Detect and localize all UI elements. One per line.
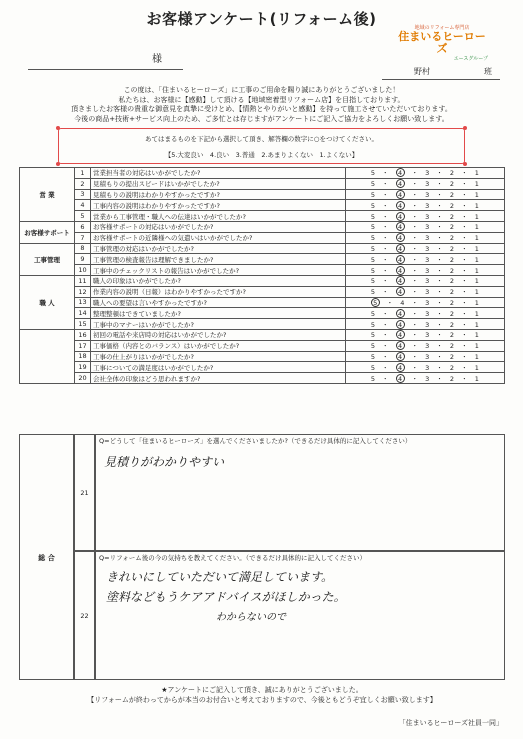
question-number: 9 (75, 254, 91, 265)
footer-signature: 「住まいるヒーローズ社員一同」 (398, 719, 503, 727)
question-text: 工事の仕上がりはいかがでしたか? (91, 351, 346, 362)
question-row (20, 189, 505, 200)
separator: ・ (375, 244, 396, 253)
question-number: 8 (75, 243, 91, 254)
separator: ・ (429, 320, 450, 329)
rating-options (346, 254, 505, 265)
rating-option-3[interactable]: 3 (425, 363, 430, 372)
separator: ・ (454, 255, 475, 264)
separator: ・ (404, 331, 426, 340)
corner-dot (56, 126, 60, 130)
separator: ・ (454, 244, 475, 253)
separator: ・ (375, 234, 396, 243)
rating-options (346, 243, 505, 254)
rating-option-3[interactable]: 3 (425, 320, 430, 329)
rating-option-2[interactable]: 2 (449, 234, 455, 243)
rating-options (346, 286, 505, 297)
separator: ・ (375, 331, 396, 340)
rating-option-4[interactable]: 4 (396, 201, 405, 210)
separator: ・ (404, 169, 426, 178)
rating-option-3[interactable]: 3 (425, 342, 430, 351)
corner-dot (56, 162, 60, 166)
question-text: 整理整頓はできていましたか? (91, 308, 346, 319)
separator: ・ (454, 374, 475, 383)
rating-options (346, 211, 505, 222)
rating-option-1[interactable]: 1 (474, 180, 480, 189)
question-row (20, 168, 505, 179)
separator: ・ (429, 234, 450, 243)
rating-options (346, 308, 505, 319)
question-text: 工事価格（内容とのバランス）はいかがでしたか? (91, 340, 346, 351)
separator: ・ (375, 342, 396, 351)
rating-option-2[interactable]: 2 (449, 309, 455, 318)
question-row (20, 319, 505, 330)
footer-text: ★アンケートにご記入して頂き、誠にありがとうございました。 【リフォームが終わってからが本当のお付合いと考えておりますので、今後ともどうぞ宜しくお願い致します】 (87, 686, 437, 704)
question-text: 工事中のマナーはいかがでしたか? (91, 319, 346, 330)
rating-option-1[interactable]: 1 (474, 309, 480, 318)
rating-option-3[interactable]: 3 (425, 277, 430, 286)
rating-option-4[interactable]: 4 (396, 374, 405, 383)
rating-option-3[interactable]: 3 (425, 255, 430, 264)
question-number: 7 (75, 232, 91, 243)
rating-option-4[interactable]: 4 (396, 222, 405, 231)
company-logo: 地域のリフォーム専門店 住まいるヒーローズ エースグループ (398, 25, 488, 62)
separator: ・ (429, 298, 450, 307)
separator: ・ (429, 374, 450, 383)
rating-option-2[interactable]: 2 (449, 288, 455, 297)
question-number: 6 (75, 221, 91, 232)
question-text: 工事内容の説明はわかりやすかったですか? (91, 200, 346, 211)
separator: ・ (429, 201, 450, 210)
staff-name-field (382, 66, 500, 80)
separator: ・ (454, 309, 475, 318)
separator: ・ (404, 190, 426, 199)
separator: ・ (375, 180, 396, 189)
rating-option-5[interactable]: 5 (370, 277, 376, 286)
separator: ・ (375, 363, 396, 372)
category-label: お客様サポート (20, 221, 75, 243)
rating-option-4[interactable]: 4 (396, 244, 405, 253)
rating-option-1[interactable]: 1 (474, 342, 480, 351)
question-number: 19 (75, 362, 91, 373)
separator: ・ (404, 320, 426, 329)
rating-options (346, 168, 505, 179)
separator: ・ (454, 169, 475, 178)
rating-option-5[interactable]: 5 (371, 298, 380, 307)
separator: ・ (429, 223, 450, 232)
rating-option-2[interactable]: 2 (449, 363, 455, 372)
rating-options (346, 362, 505, 373)
rating-option-5[interactable]: 5 (370, 331, 376, 340)
separator: ・ (429, 190, 450, 199)
rating-option-5[interactable]: 5 (370, 352, 376, 361)
separator: ・ (375, 374, 396, 383)
separator: ・ (429, 266, 450, 275)
rating-option-4[interactable]: 4 (396, 309, 405, 318)
rating-option-5[interactable]: 5 (370, 234, 376, 243)
question-number: 13 (75, 297, 91, 308)
rating-option-5[interactable]: 5 (370, 244, 376, 253)
rating-options (346, 373, 505, 384)
rating-option-2[interactable]: 2 (449, 244, 455, 253)
question-row (20, 232, 505, 243)
rating-option-4[interactable]: 4 (396, 352, 405, 361)
separator: ・ (454, 288, 475, 297)
rating-option-3[interactable]: 3 (425, 212, 430, 221)
rating-option-5[interactable]: 5 (370, 320, 376, 329)
rating-option-1[interactable]: 1 (474, 320, 480, 329)
separator: ・ (454, 320, 475, 329)
rating-option-2[interactable]: 2 (449, 342, 455, 351)
rating-option-2[interactable]: 2 (449, 266, 455, 275)
question-number: 14 (75, 308, 91, 319)
intro-text: この度は、「住まいるヒーローズ」に工事のご用命を賜り誠にありがとうございました！ 私たちは、お客様に【感動】して頂ける【地域密着型リフォーム店】を目指しております。 頂きましたお客様の貴重な御意見を真摯に受けとめ、【情熱とやりがいと感動】を持って施工させていただいております。 今後の商品+技術+サービス向上のため、ご多忙とは存じますがアンケートにご記入ご協力をよろしくお願い致します。 (71, 86, 452, 123)
rating-option-4[interactable]: 4 (396, 233, 405, 242)
rating-option-3[interactable]: 3 (425, 309, 430, 318)
separator: ・ (404, 266, 426, 275)
separator: ・ (404, 223, 426, 232)
question-row (20, 340, 505, 351)
rating-option-3[interactable]: 3 (425, 374, 430, 383)
separator: ・ (375, 169, 396, 178)
question-number: 20 (75, 373, 91, 384)
rating-option-4[interactable]: 4 (396, 320, 405, 329)
separator: ・ (404, 288, 426, 297)
survey-title: お客様アンケート(リフォーム後) (146, 10, 377, 28)
separator: ・ (404, 298, 426, 307)
separator: ・ (375, 277, 396, 286)
rating-scale-legend: 【5.大変良い 4.良い 3.普通 2.あまりよくない 1.よくない】 (164, 151, 359, 159)
question-number: 2 (75, 178, 91, 189)
rating-option-4[interactable]: 4 (396, 276, 405, 285)
rating-option-4[interactable]: 4 (396, 212, 405, 221)
question-number: 10 (75, 265, 91, 276)
rating-option-1[interactable]: 1 (474, 234, 480, 243)
corner-dot (463, 126, 467, 130)
rating-option-1[interactable]: 1 (474, 277, 480, 286)
question-text: 職人の印象はいかがでしたか? (91, 275, 346, 286)
rating-options (346, 232, 505, 243)
separator: ・ (404, 244, 426, 253)
rating-option-5[interactable]: 5 (370, 169, 376, 178)
separator: ・ (454, 363, 475, 372)
separator: ・ (404, 363, 426, 372)
rating-option-4[interactable]: 4 (396, 363, 405, 372)
separator: ・ (404, 374, 426, 383)
rating-option-2[interactable]: 2 (449, 190, 455, 199)
rating-option-1[interactable]: 1 (474, 363, 480, 372)
question-row (20, 329, 505, 340)
separator: ・ (375, 320, 396, 329)
question-21-prompt: Q=どうして「住まいるヒーローズ」を選んでくださいましたか?（できるだけ具体的に記入してください） (99, 437, 412, 445)
question-text: 見積もりの提出スピードはいかがでしたか? (91, 178, 346, 189)
rating-option-2[interactable]: 2 (449, 255, 455, 264)
separator: ・ (454, 298, 475, 307)
rating-option-1[interactable]: 1 (474, 352, 480, 361)
separator: ・ (454, 342, 475, 351)
question-text: 工事中のチェックリストの報告はいかがでしたか? (91, 265, 346, 276)
rating-option-5[interactable]: 5 (370, 309, 376, 318)
rating-option-3[interactable]: 3 (425, 169, 430, 178)
rating-options (346, 200, 505, 211)
rating-options (346, 340, 505, 351)
separator: ・ (454, 212, 475, 221)
separator: ・ (404, 234, 426, 243)
instructions-text: あてはまるものを下記から選択して頂き、解答欄の数字に○をつけてください。 (145, 135, 378, 143)
rating-option-1[interactable]: 1 (474, 212, 480, 221)
separator: ・ (454, 277, 475, 286)
separator: ・ (429, 363, 450, 372)
separator: ・ (454, 190, 475, 199)
question-row (20, 200, 505, 211)
rating-option-2[interactable]: 2 (449, 169, 455, 178)
category-label: 営 業 (20, 168, 75, 222)
rating-options (346, 297, 505, 308)
rating-option-5[interactable]: 5 (370, 190, 376, 199)
free-answer-21[interactable] (95, 434, 505, 551)
question-number: 18 (75, 351, 91, 362)
question-number: 15 (75, 319, 91, 330)
separator: ・ (429, 342, 450, 351)
question-text: お客様サポートの対応はいかがでしたか? (91, 221, 346, 232)
separator: ・ (454, 331, 475, 340)
question-number: 21 (74, 434, 95, 551)
rating-option-1[interactable]: 1 (474, 255, 480, 264)
separator: ・ (429, 180, 450, 189)
question-row (20, 275, 505, 286)
separator: ・ (404, 212, 426, 221)
rating-option-4[interactable]: 4 (396, 341, 405, 350)
separator: ・ (429, 288, 450, 297)
question-text: 作業内容の説明（日報）はわかりやすかったですか? (91, 286, 346, 297)
separator: ・ (429, 352, 450, 361)
rating-option-4[interactable]: 4 (400, 298, 405, 307)
separator: ・ (375, 352, 396, 361)
question-number: 5 (75, 211, 91, 222)
separator: ・ (404, 180, 426, 189)
rating-option-3[interactable]: 3 (425, 266, 430, 275)
question-row (20, 243, 505, 254)
rating-option-4[interactable]: 4 (396, 266, 405, 275)
question-row (20, 297, 505, 308)
category-label: 工事管理 (20, 243, 75, 275)
rating-option-3[interactable]: 3 (425, 288, 430, 297)
separator: ・ (454, 201, 475, 210)
question-number: 17 (75, 340, 91, 351)
rating-option-3[interactable]: 3 (425, 223, 430, 232)
separator: ・ (375, 190, 396, 199)
rating-option-1[interactable]: 1 (474, 288, 480, 297)
category-label (20, 329, 75, 383)
separator: ・ (429, 212, 450, 221)
rating-option-5[interactable]: 5 (370, 342, 376, 351)
rating-options (346, 275, 505, 286)
question-22-prompt: Q=リフォーム後の今の気持ちを教えてください。（できるだけ具体的に記入してください） (99, 554, 366, 562)
question-text: 職人への要望は言いやすかったですか? (91, 297, 346, 308)
rating-option-3[interactable]: 3 (425, 180, 430, 189)
rating-options (346, 178, 505, 189)
handwritten-answer-22-line2: 塗料などもうケアアドバイスがほしかった。 (106, 590, 346, 604)
rating-option-3[interactable]: 3 (425, 298, 430, 307)
separator: ・ (429, 244, 450, 253)
question-text: 会社全体の印象はどう思われますか? (91, 373, 346, 384)
rating-option-2[interactable]: 2 (449, 201, 455, 210)
question-number: 16 (75, 329, 91, 340)
separator: ・ (429, 277, 450, 286)
separator: ・ (404, 342, 426, 351)
rating-option-2[interactable]: 2 (449, 374, 455, 383)
question-number: 12 (75, 286, 91, 297)
question-row (20, 178, 505, 189)
question-text: 工事管理の検査報告は理解できましたか? (91, 254, 346, 265)
separator: ・ (429, 169, 450, 178)
rating-option-3[interactable]: 3 (425, 352, 430, 361)
rating-option-3[interactable]: 3 (425, 190, 430, 199)
rating-option-1[interactable]: 1 (474, 374, 480, 383)
rating-option-5[interactable]: 5 (370, 363, 376, 372)
rating-option-2[interactable]: 2 (449, 352, 455, 361)
team-label: 班 (484, 67, 492, 76)
question-number: 3 (75, 189, 91, 200)
free-answer-22[interactable] (95, 551, 505, 680)
rating-option-1[interactable]: 1 (474, 331, 480, 340)
question-row (20, 362, 505, 373)
separator: ・ (375, 266, 396, 275)
rating-option-5[interactable]: 5 (370, 201, 376, 210)
rating-option-3[interactable]: 3 (425, 201, 430, 210)
rating-option-2[interactable]: 2 (449, 212, 455, 221)
rating-option-2[interactable]: 2 (449, 298, 455, 307)
question-number: 4 (75, 200, 91, 211)
question-row (20, 308, 505, 319)
category-overall: 総 合 (19, 434, 74, 680)
separator: ・ (454, 352, 475, 361)
staff-name: 野村 (414, 67, 430, 76)
rating-option-3[interactable]: 3 (425, 244, 430, 253)
question-number: 22 (74, 551, 95, 680)
rating-option-5[interactable]: 5 (370, 223, 376, 232)
rating-option-2[interactable]: 2 (449, 320, 455, 329)
instructions-box (58, 128, 465, 164)
separator: ・ (429, 309, 450, 318)
separator: ・ (379, 298, 401, 307)
rating-option-1[interactable]: 1 (474, 298, 480, 307)
separator: ・ (404, 277, 426, 286)
rating-option-5[interactable]: 5 (370, 212, 376, 221)
handwritten-answer-22-line1: きれいにしていただいて満足しています。 (106, 570, 334, 584)
question-row (20, 254, 505, 265)
separator: ・ (454, 234, 475, 243)
rating-options (346, 351, 505, 362)
rating-option-4[interactable]: 4 (396, 179, 405, 188)
separator: ・ (375, 212, 396, 221)
rating-option-5[interactable]: 5 (370, 374, 376, 383)
rating-option-1[interactable]: 1 (474, 223, 480, 232)
question-number: 11 (75, 275, 91, 286)
question-row (20, 373, 505, 384)
rating-option-1[interactable]: 1 (474, 266, 480, 275)
separator: ・ (375, 201, 396, 210)
separator: ・ (375, 255, 396, 264)
rating-option-4[interactable]: 4 (396, 255, 405, 264)
separator: ・ (454, 223, 475, 232)
rating-options (346, 189, 505, 200)
rating-option-1[interactable]: 1 (474, 244, 480, 253)
question-row (20, 211, 505, 222)
separator: ・ (429, 255, 450, 264)
question-text: 営業担当者の対応はいかがでしたか? (91, 168, 346, 179)
corner-dot (463, 162, 467, 166)
rating-option-5[interactable]: 5 (370, 266, 376, 275)
rating-options (346, 319, 505, 330)
rating-option-4[interactable]: 4 (396, 190, 405, 199)
rating-option-1[interactable]: 1 (474, 169, 480, 178)
separator: ・ (404, 201, 426, 210)
question-table (19, 167, 505, 384)
rating-option-2[interactable]: 2 (449, 277, 455, 286)
separator: ・ (404, 352, 426, 361)
rating-option-1[interactable]: 1 (474, 201, 480, 210)
handwritten-answer-22-line3: わからないので (216, 612, 286, 623)
question-row (20, 286, 505, 297)
separator: ・ (454, 180, 475, 189)
separator: ・ (404, 309, 426, 318)
rating-options (346, 329, 505, 340)
honorific-label: 様 (152, 54, 162, 65)
question-row (20, 265, 505, 276)
handwritten-answer-21: 見積りがわかりやすい (104, 455, 225, 469)
rating-option-2[interactable]: 2 (449, 180, 455, 189)
rating-option-3[interactable]: 3 (425, 234, 430, 243)
rating-options (346, 221, 505, 232)
separator: ・ (404, 255, 426, 264)
rating-option-2[interactable]: 2 (449, 331, 455, 340)
separator: ・ (454, 266, 475, 275)
separator: ・ (375, 223, 396, 232)
separator: ・ (375, 309, 396, 318)
rating-option-5[interactable]: 5 (370, 180, 376, 189)
rating-option-2[interactable]: 2 (449, 223, 455, 232)
rating-option-3[interactable]: 3 (425, 331, 430, 340)
question-text: お客様サポートの近隣様への気遣いはいかがでしたか? (91, 232, 346, 243)
question-row (20, 221, 505, 232)
rating-option-4[interactable]: 4 (396, 330, 405, 339)
question-text: 工事についての満足度はいかがでしたか? (91, 362, 346, 373)
rating-option-5[interactable]: 5 (370, 255, 376, 264)
question-text: 営業から工事管理・職人への伝達はいかがでしたか? (91, 211, 346, 222)
rating-option-1[interactable]: 1 (474, 190, 480, 199)
rating-option-4[interactable]: 4 (396, 168, 405, 177)
separator: ・ (429, 331, 450, 340)
question-row (20, 351, 505, 362)
question-text: 工事管理の対応はいかがでしたか? (91, 243, 346, 254)
rating-option-4[interactable]: 4 (396, 287, 405, 296)
separator: ・ (375, 288, 396, 297)
rating-options (346, 265, 505, 276)
rating-option-5[interactable]: 5 (370, 288, 376, 297)
question-text: 初回の電話や来店時の対応はいかがでしたか? (91, 329, 346, 340)
question-number: 1 (75, 168, 91, 179)
category-label: 職 人 (20, 275, 75, 329)
question-text: 見積もりの説明はわかりやすかったですか? (91, 189, 346, 200)
